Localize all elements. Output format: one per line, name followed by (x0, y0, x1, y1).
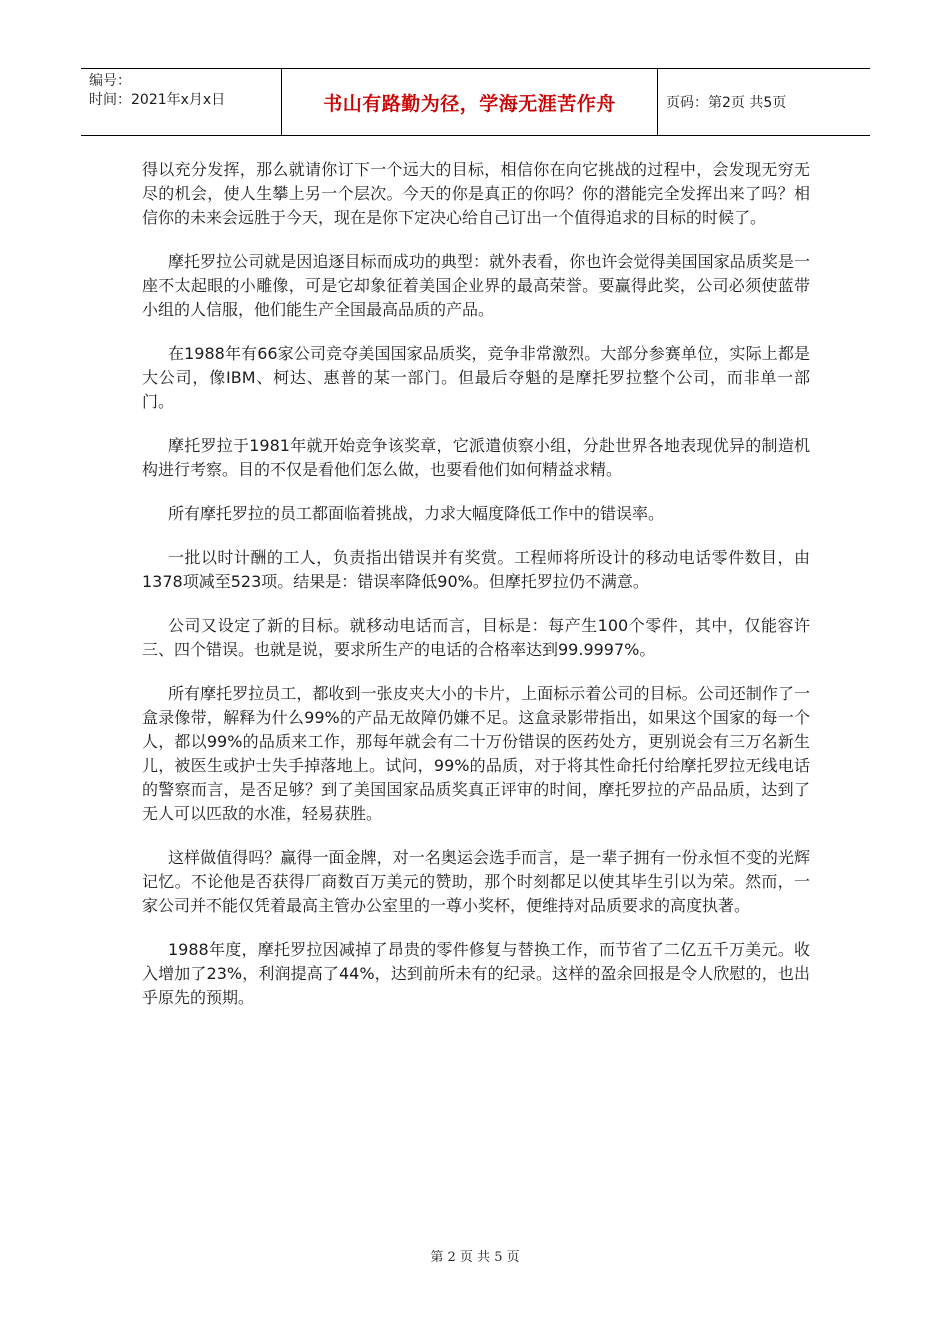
document-date: 时间：2021年x月x日 (89, 92, 226, 108)
header-meta (81, 69, 282, 135)
header-motto: 书山有路勤为径，学海无涯苦作舟 (282, 69, 658, 135)
document-number-label: 编号： (89, 73, 131, 89)
paragraph: 所有摩托罗拉员工，都收到一张皮夹大小的卡片，上面标示着公司的目标。公司还制作了一盒录像带，解释为什么99%的产品无故障仍嫌不足。这盒录影带指出，如果这个国家的每一个人，都以99%的品质来工作，那每年就会有二十万份错误的医药处方，更别说会有三万名新生儿，被医生或护士失手掉落地上。试问，99%的品质，对于将其性命托付给摩托罗拉无线电话的警察而言，是否足够？到了美国国家品质奖真正评审的时间，摩托罗拉的产品品质，达到了无人可以匹敌的水准，轻易获胜。 (142, 684, 810, 823)
paragraph: 这样做值得吗？赢得一面金牌，对一名奥运会选手而言，是一辈子拥有一份永恒不变的光辉记忆。不论他是否获得厂商数百万美元的赞助，那个时刻都足以使其毕生引以为荣。然而，一家公司并不能仅凭着最高主管办公室里的一尊小奖杯，便维持对品质要求的高度执著。 (142, 848, 810, 915)
page-header (81, 68, 870, 136)
page-footer: 第 2 页 共 5 页 (430, 1250, 520, 1265)
paragraph: 得以充分发挥，那么就请你订下一个远大的目标，相信你在向它挑战的过程中，会发现无穷无尽的机会，使人生攀上另一个层次。今天的你是真正的你吗？你的潜能完全发挥出来了吗？相信你的未来会远胜于今天，现在是你下定决心给自己订出一个值得追求的目标的时候了。 (142, 160, 810, 227)
header-page-info: 页码：第2页 共5页 (666, 95, 787, 111)
paragraph: 在1988年有66家公司竞夺美国国家品质奖，竞争非常激烈。大部分参赛单位，实际上都是大公司，像IBM、柯达、惠普的某一部门。但最后夺魁的是摩托罗拉整个公司，而非单一部门。 (142, 344, 810, 411)
paragraph: 摩托罗拉公司就是因追逐目标而成功的典型：就外表看，你也许会觉得美国国家品质奖是一座不太起眼的小雕像，可是它却象征着美国企业界的最高荣誉。要赢得此奖，公司必须使蓝带小组的人信服，他们能生产全国最高品质的产品。 (142, 252, 810, 319)
paragraph: 摩托罗拉于1981年就开始竞争该奖章，它派遣侦察小组，分赴世界各地表现优异的制造机构进行考察。目的不仅是看他们怎么做，也要看他们如何精益求精。 (142, 436, 810, 479)
paragraph: 1988年度，摩托罗拉因减掉了昂贵的零件修复与替换工作，而节省了二亿五千万美元。收入增加了23%，利润提高了44%，达到前所未有的纪录。这样的盈余回报是令人欣慰的，也出乎原先的预期。 (142, 940, 810, 1007)
paragraph: 一批以时计酬的工人，负责指出错误并有奖赏。工程师将所设计的移动电话零件数目，由1378项减至523项。结果是：错误率降低90%。但摩托罗拉仍不满意。 (142, 548, 810, 591)
paragraph: 公司又设定了新的目标。就移动电话而言，目标是：每产生100个零件，其中，仅能容许三、四个错误。也就是说，要求所生产的电话的合格率达到99.9997%。 (142, 616, 810, 659)
document-body (142, 158, 810, 1030)
paragraph: 所有摩托罗拉的员工都面临着挑战，力求大幅度降低工作中的错误率。 (168, 504, 665, 523)
